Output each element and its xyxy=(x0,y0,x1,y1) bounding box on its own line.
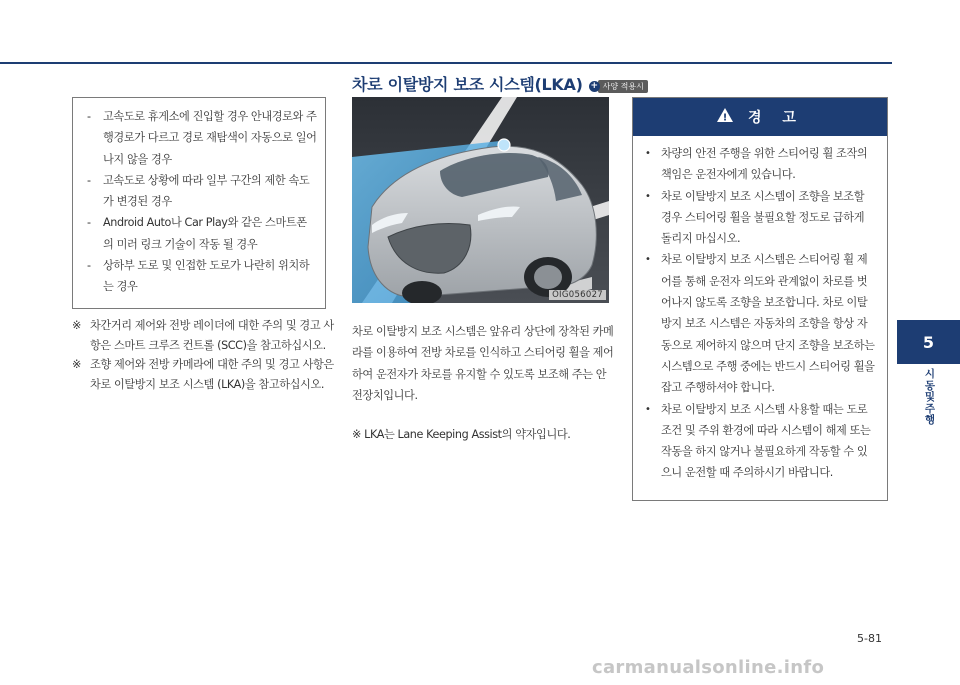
bullet-marker: • xyxy=(645,254,651,266)
bullet-marker: • xyxy=(645,403,651,415)
list-item xyxy=(83,106,317,170)
warning-title: 경 고 xyxy=(748,110,804,126)
watermark: carmanualsonline.info xyxy=(592,657,825,678)
warning-text: 차로 이탈방지 보조 시스템은 스티어링 휠 제어를 통해 운전자 의도와 관계없이 차로를 벗어나지 않도록 조향을 보조합니다. 차로 이탈방지 보조 시스템은 자동차의 조향을 항상 자동으로 제어하지 않으며 단지 조향을 보조하는 시스템으로 주행 중에는 반드시 스티어링 휠을 잡고 주행하셔야 합니다. xyxy=(661,253,875,395)
car-illustration xyxy=(352,97,609,303)
note-mark: ※ xyxy=(72,319,81,332)
warning-text: 차로 이탈방지 보조 시스템이 조향을 보조할 경우 스티어링 휠을 불필요할 정도로 급하게 돌리지 마십시오. xyxy=(661,189,865,246)
section-title-text: 차로 이탈방지 보조 시스템(LKA) xyxy=(352,75,583,94)
dash-marker: - xyxy=(87,216,91,230)
note-item xyxy=(72,355,334,394)
warning-item xyxy=(645,143,877,186)
abbreviation-note: ※ LKA는 Lane Keeping Assist의 약자입니다. xyxy=(352,428,571,441)
warning-item xyxy=(645,186,877,250)
warning-header xyxy=(633,98,887,136)
condition-text: 고속도로 휴게소에 진입할 경우 안내경로와 주행경로가 다르고 경로 재탐색이 자동으로 일어나지 않을 경우 xyxy=(103,110,317,166)
svg-text:!: ! xyxy=(722,112,728,123)
option-badge-label: 사양 적용시 xyxy=(598,80,648,93)
note-mark: ※ xyxy=(72,358,81,371)
warning-item xyxy=(645,249,877,398)
condition-text: Android Auto나 Car Play와 같은 스마트폰의 미러 링크 기술이 작동 될 경우 xyxy=(103,216,307,251)
header-rule xyxy=(0,62,892,64)
note-item xyxy=(72,316,334,355)
list-item xyxy=(83,170,317,213)
dash-marker: - xyxy=(87,259,91,273)
condition-text: 고속도로 상황에 따라 일부 구간의 제한 속도가 변경된 경우 xyxy=(103,173,310,209)
section-title xyxy=(352,72,648,95)
dash-marker: - xyxy=(87,110,91,123)
dash-marker: - xyxy=(87,173,91,187)
reference-notes xyxy=(72,316,334,394)
warning-text: 차량의 안전 주행을 위한 스티어링 휠 조작의 책임은 운전자에게 있습니다. xyxy=(661,147,868,182)
page-number: 5-81 xyxy=(857,632,882,645)
warning-list xyxy=(633,136,887,484)
list-item xyxy=(83,212,317,255)
chapter-number: 5 xyxy=(897,320,960,364)
note-text: 조향 제어와 전방 카메라에 대한 주의 및 경고 사항은 차로 이탈방지 보조 시스템 (LKA)을 참고하십시오. xyxy=(90,358,334,391)
condition-text: 상하부 도로 및 인접한 도로가 나란히 위치하는 경우 xyxy=(103,259,310,294)
bullet-marker: • xyxy=(645,148,651,159)
condition-list-box xyxy=(72,97,326,309)
lka-illustration xyxy=(352,97,609,303)
note-text: 차간거리 제어와 전방 레이더에 대한 주의 및 경고 사항은 스마트 크루즈 컨트롤 (SCC)을 참고하십시오. xyxy=(90,319,334,352)
chapter-tab xyxy=(897,320,960,445)
warning-text: 차로 이탈방지 보조 시스템 사용할 때는 도로 조건 및 주위 환경에 따라 시스템이 해제 또는 작동을 하지 않거나 불필요하게 작동할 수 있으니 운전할 때 주의하시기 바랍니다. xyxy=(661,402,871,480)
warning-box xyxy=(632,97,888,501)
warning-item xyxy=(645,399,877,484)
bullet-marker: • xyxy=(645,190,651,202)
warning-triangle-icon xyxy=(716,107,734,123)
option-badge xyxy=(589,80,648,93)
system-description: 차로 이탈방지 보조 시스템은 앞유리 상단에 장착된 카메라를 이용하여 전방 차로를 인식하고 스티어링 휠을 제어하여 운전자가 차로를 유지할 수 있도록 보조해 주는 안전장치입니다. xyxy=(352,325,614,402)
list-item xyxy=(83,255,317,298)
camera-icon xyxy=(498,139,510,151)
warning-icon xyxy=(716,107,734,127)
figure-code: OIG056027 xyxy=(549,290,606,300)
plus-icon: + xyxy=(590,81,598,91)
chapter-label: 시동 및 주행 xyxy=(924,368,936,426)
